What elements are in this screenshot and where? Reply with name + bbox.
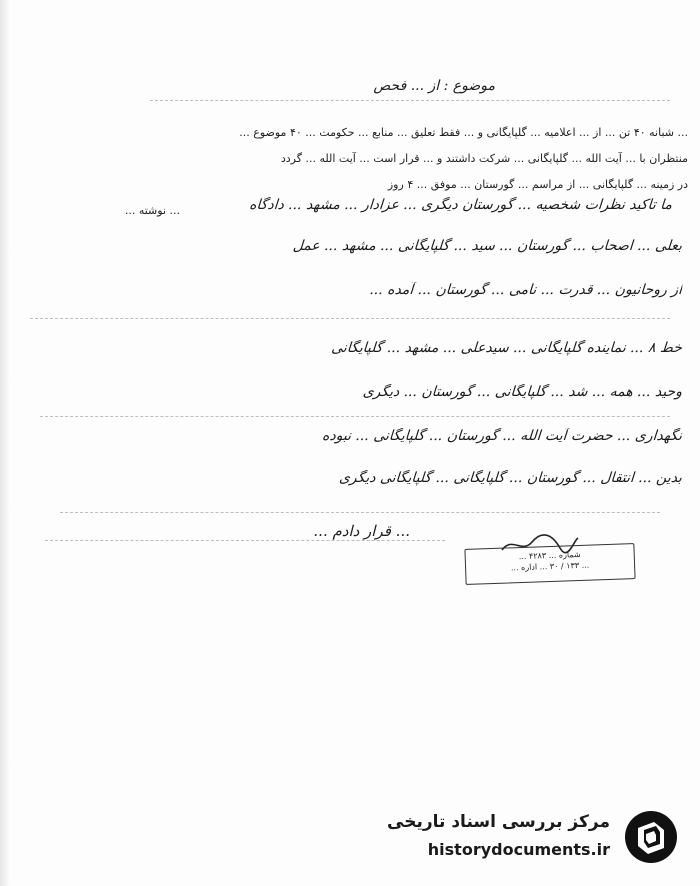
stamp-line-1: شماره ... ۴۲۸۳ ... — [518, 549, 581, 562]
stamp-line-2: ... ۱۳۳ / ۳۰ ... اداره ... — [510, 560, 590, 573]
scan-noise-line — [150, 100, 670, 101]
archive-watermark — [387, 808, 680, 868]
document-heading: موضوع : از ... فحص — [373, 78, 495, 94]
handwritten-line-7: بدین ... انتقال ... گورستان ... گلپایگانی ... گلپایگانی دیگری — [338, 470, 683, 486]
typed-line-2: منتظران با ... آیت الله ... گلپایگانی ... شرکت داشتند و ... قرار است ... آیت الله ... گردد — [280, 152, 688, 165]
scan-noise-line — [30, 318, 670, 319]
handwritten-line-5: وحید ... همه ... شد ... گلپایگانی ... گورستان ... دیگری — [362, 384, 683, 400]
watermark-url: historydocuments.ir — [427, 840, 610, 859]
scan-noise-line — [40, 416, 670, 417]
handwritten-line-4: خط ۸ ... نماینده گلپایگانی ... سیدعلی ... مشهد ... گلپایگانی — [330, 340, 683, 356]
handwritten-line-1: ما تاکید نظرات شخصیه ... گورستان دیگری ... عزادار ... مشهد ... دادگاه — [248, 197, 673, 213]
typed-line-1: ... شبانه ۴۰ تن ... از ... اعلامیه ... گلپایگانی و ... فقط تعلیق ... منابع ... حکومت ... ۴۰ موضوع ... — [239, 126, 688, 139]
watermark-title: مرکز بررسی اسناد تاریخی — [387, 812, 610, 832]
archive-logo-icon — [622, 808, 680, 866]
scan-edge-shadow — [0, 0, 10, 886]
signoff-text: ... قرار دادم ... — [313, 522, 410, 540]
handwritten-line-3: از روحانیون ... قدرت ... نامی ... گورستان ... آمده ... — [368, 282, 683, 298]
scan-noise-line — [45, 540, 445, 541]
scan-noise-line — [60, 512, 660, 513]
typed-line-4: ... نوشته ... — [124, 204, 180, 217]
handwritten-line-2: بعلی ... اصحاب ... گورستان ... سید ... گلپایگانی ... مشهد ... عمل — [292, 238, 683, 254]
receipt-stamp — [464, 543, 635, 585]
handwritten-line-6: نگهداری ... حضرت آیت الله ... گورستان ... گلپایگانی ... نبوده — [321, 428, 683, 444]
typed-line-3: در زمینه ... گلپایگانی ... از مراسم ... گورستان ... موفق ... ۴ روز — [387, 178, 688, 191]
